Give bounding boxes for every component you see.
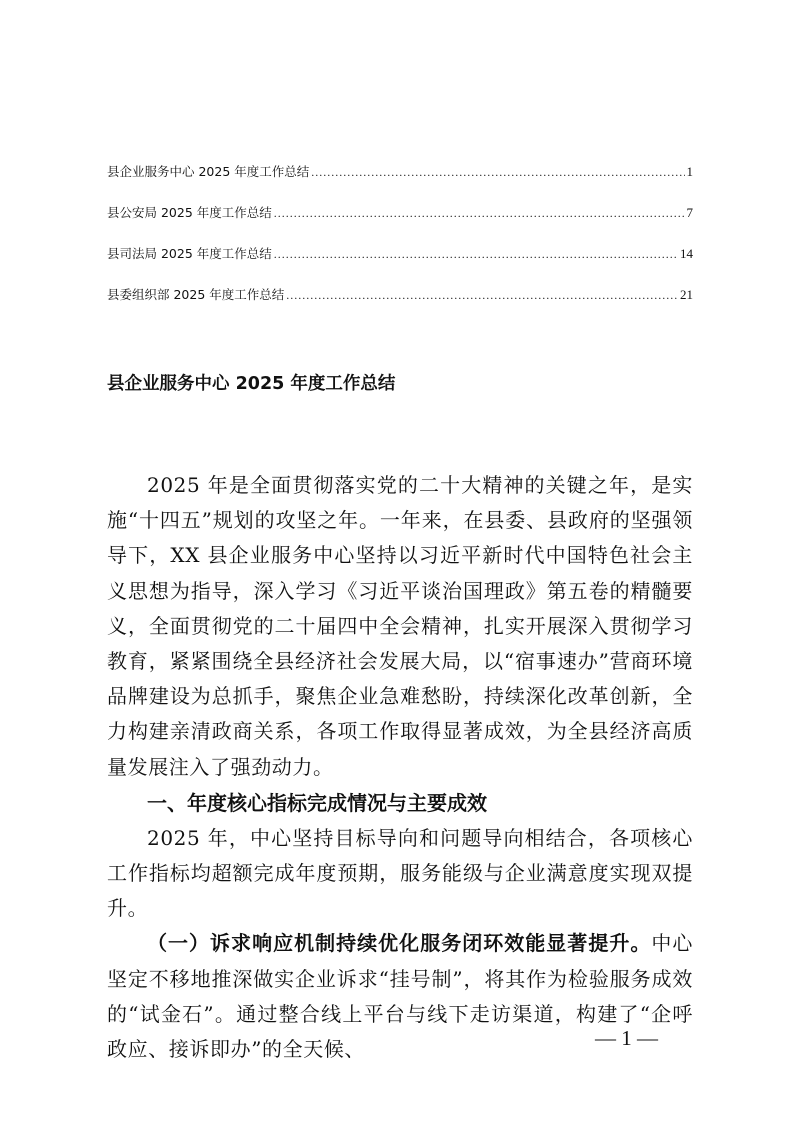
toc-entry-title[interactable]: 县企业服务中心 2025 年度工作总结 [107,164,310,179]
toc-entry[interactable] [107,203,693,244]
toc-dot-leader [274,247,678,262]
toc-dot-leader [274,206,685,221]
toc-entry-page: 1 [686,164,693,179]
toc-entry-title[interactable]: 县委组织部 2025 年度工作总结 [107,287,285,302]
page-number: — 1 — [595,1026,658,1050]
toc-entry-page: 14 [680,246,693,261]
toc-entry[interactable] [107,244,693,285]
document-title: 县企业服务中心 2025 年度工作总结 [107,374,396,394]
toc-entry-title[interactable]: 县公安局 2025 年度工作总结 [107,205,272,220]
section-paragraph: 2025 年，中心坚持目标导向和问题导向相结合，各项核心工作指标均超额完成年度预期，服务能级与企业满意度实现双提升。 [107,825,693,921]
section-heading: 一、年度核心指标完成情况与主要成效 [147,790,487,815]
toc-dot-leader [286,288,678,303]
document-body [107,468,693,1067]
subsection-text: 中心坚定不移地推深做实企业诉求“挂号制”，将其作为检验服务成效的“试金石”。通过整合线上平台与线下走访渠道，构建了“企呼政应、接诉即办”的全天候、 [107,931,693,1062]
table-of-contents [107,162,693,326]
toc-entry-page: 21 [680,287,693,302]
toc-entry-title[interactable]: 县司法局 2025 年度工作总结 [107,246,272,261]
subsection-lead: （一）诉求响应机制持续优化服务闭环效能显著提升。 [147,931,652,956]
toc-dot-leader [311,165,684,180]
toc-entry[interactable] [107,162,693,203]
intro-paragraph: 2025 年是全面贯彻落实党的二十大精神的关键之年，是实施“十四五”规划的攻坚之年。一年来，在县委、县政府的坚强领导下，XX 县企业服务中心坚持以习近平新时代中国特色社会主义思想为指导，深入学习《习近平谈治国理政》第五卷的精髓要义，全面贯彻党的二十届四中全会精神，扎实开展深入贯彻学习教育，紧紧围绕全县经济社会发展大局，以“宿事速办”营商环境品牌建设为总抓手，聚焦企业急难愁盼，持续深化改革创新，全力构建亲清政商关系，各项工作取得显著成效，为全县经济高质量发展注入了强劲动力。 [107,473,693,779]
toc-entry[interactable] [107,285,693,326]
toc-entry-page: 7 [686,205,693,220]
